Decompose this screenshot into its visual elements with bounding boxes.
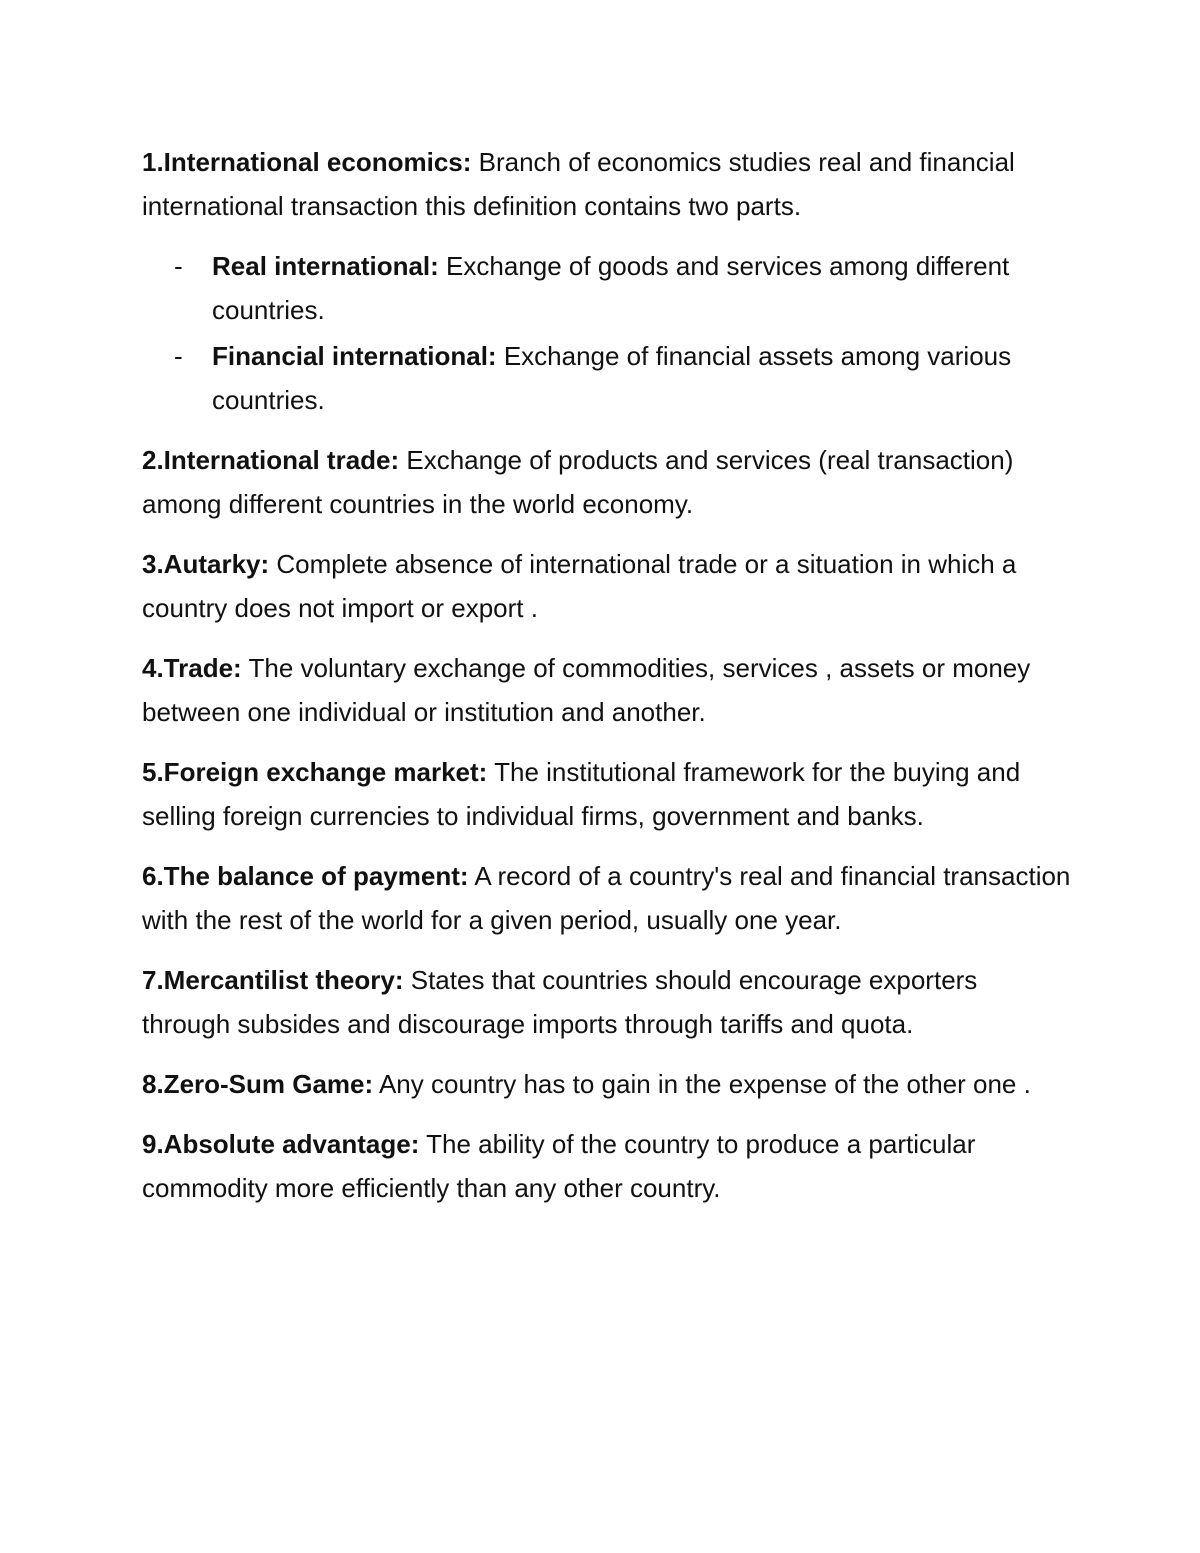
sub-point-real-international: [142, 244, 1062, 332]
sub-point-text: Exchange of goods and services among different countries.: [212, 251, 1010, 325]
definition-autarky: [142, 542, 1072, 630]
definition-term: 3.Autarky:: [142, 549, 270, 579]
sub-point-financial-international: [142, 334, 1062, 422]
definition-international-economics: [142, 140, 1072, 228]
definition-balance-of-payment: [142, 854, 1072, 942]
definition-term: 2.International trade:: [142, 445, 400, 475]
dash-bullet: -: [174, 251, 183, 281]
definition-foreign-exchange-market: [142, 750, 1072, 838]
definition-text: Any country has to gain in the expense of the other one .: [373, 1069, 1031, 1099]
definition-term: 5.Foreign exchange market:: [142, 757, 488, 787]
definition-term: 6.The balance of payment:: [142, 861, 469, 891]
definition-text: States that countries should encourage exporters through subsides and discourage imports through tariffs and quota.: [142, 965, 978, 1039]
definition-text: A record of a country's real and financial transaction with the rest of the world for a given period, usually one year.: [142, 861, 1071, 935]
definition-term: 7.Mercantilist theory:: [142, 965, 404, 995]
definition-absolute-advantage: [142, 1122, 1072, 1210]
definition-text: Exchange of products and services (real transaction) among different countries in the world economy.: [142, 445, 1014, 519]
definition-international-trade: [142, 438, 1072, 526]
definition-text: The voluntary exchange of commodities, services , assets or money between one individual or institution and another.: [142, 653, 1031, 727]
definition-text: The ability of the country to produce a particular commodity more efficiently than any other country.: [142, 1129, 976, 1203]
dash-bullet: -: [174, 341, 183, 371]
definition-text: The institutional framework for the buying and selling foreign currencies to individual firms, government and banks.: [142, 757, 1021, 831]
definition-zero-sum-game: [142, 1062, 1072, 1106]
definition-term: 8.Zero-Sum Game:: [142, 1069, 374, 1099]
definition-mercantilist-theory: [142, 958, 1072, 1046]
definition-term: 1.International economics:: [142, 147, 472, 177]
definition-term: 4.Trade:: [142, 653, 242, 683]
definition-text: Complete absence of international trade or a situation in which a country does not import or export .: [142, 549, 1017, 623]
definition-trade: [142, 646, 1072, 734]
sub-point-text: Exchange of financial assets among various countries.: [212, 341, 1012, 415]
sub-point-list: [142, 244, 1060, 422]
sub-point-term: Real international:: [212, 251, 439, 281]
definition-text: Branch of economics studies real and financial international transaction this definition contains two parts.: [142, 147, 1015, 221]
sub-point-term: Financial international:: [212, 341, 497, 371]
definition-term: 9.Absolute advantage:: [142, 1129, 420, 1159]
